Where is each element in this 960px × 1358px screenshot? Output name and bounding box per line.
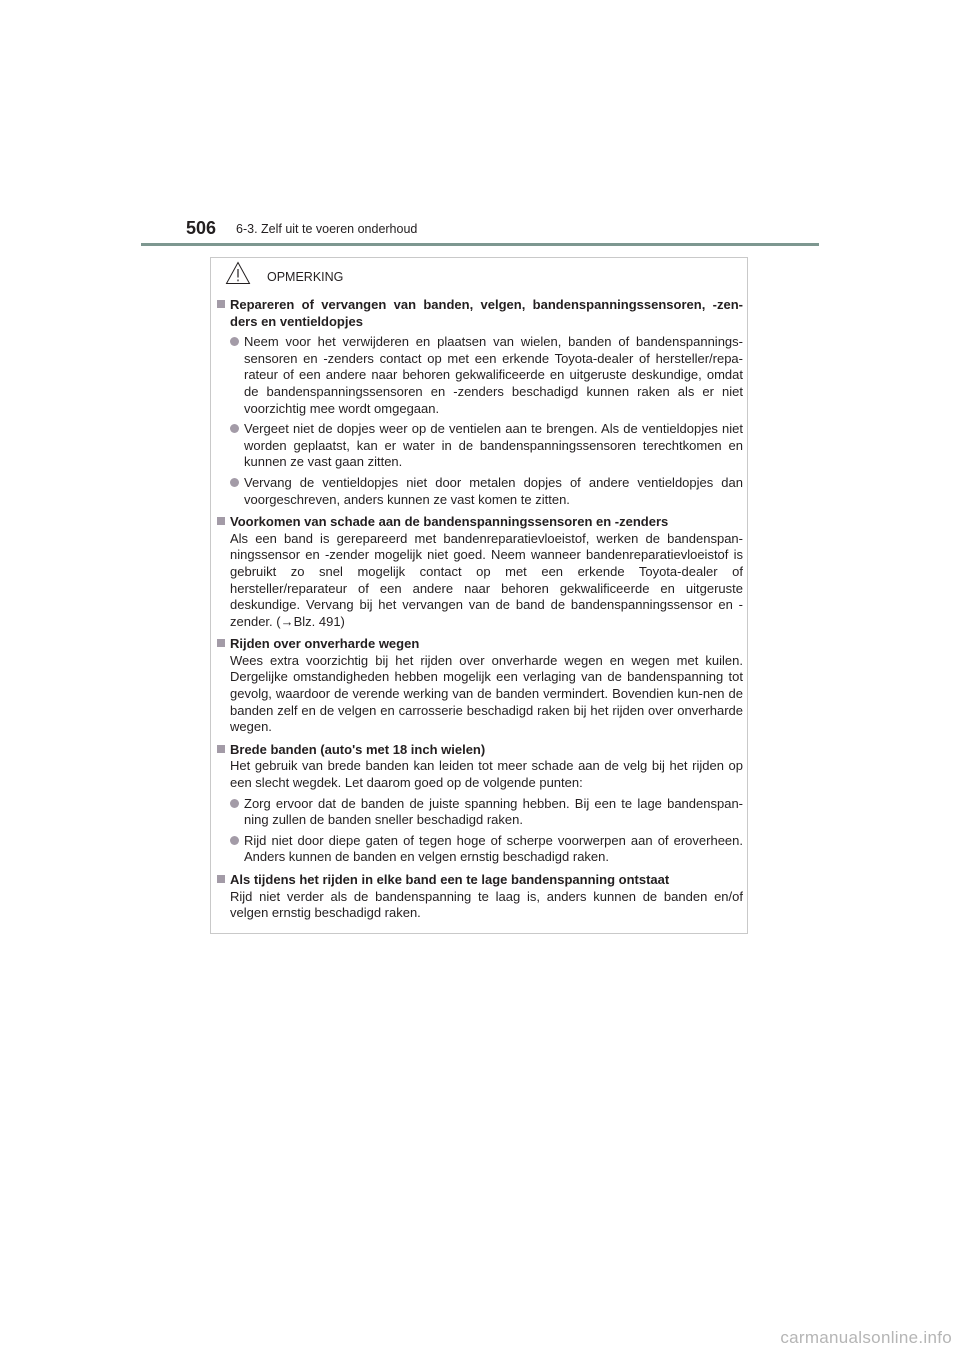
section-heading (217, 514, 743, 531)
section-text: Wees extra voorzichtig bij het rijden over onverharde wegen en wegen met kuilen. Dergelijke omstandigheden hebben mogelijk een verlaging van de bandenspanning tot gevolg, waardoor de verende werking van de banden vermindert. Bovendien kun-nen de banden zelf en de velgen en carrosserie beschadigd raken bij het rijden over onverharde wegen. (230, 652, 743, 735)
watermark: carmanualsonline.info (780, 1328, 952, 1347)
section-text: Rijd niet verder als de bandenspanning te laag is, anders kunnen de banden en/of velgen ernstig beschadigd raken. (230, 888, 743, 921)
section-heading-text: Als tijdens het rijden in elke band een te lage bandenspanning ontstaat (230, 872, 670, 887)
bullet-text: Vervang de ventieldopjes niet door metalen dopjes of andere ventieldopjes dan voorgeschreven, anders kunnen ze vast komen te zitten. (244, 474, 743, 507)
bullet-text: Rijd niet door diepe gaten of tegen hoge of scherpe voorwerpen aan of eroverheen. Anders kunnen de banden en velgen ernstig beschadigd raken. (244, 832, 743, 865)
circle-bullet-icon (230, 424, 239, 433)
section-heading-text: Brede banden (auto's met 18 inch wielen) (230, 741, 486, 757)
header-rule (141, 243, 819, 246)
section-title: 6-3. Zelf uit te voeren onderhoud (236, 222, 418, 236)
section-heading-text: Rijden over onverharde wegen (230, 636, 420, 652)
section-heading-text: Repareren of vervangen van banden, velgen, bandenspanningssensoren, -zen-ders en ventieldopjes (230, 297, 743, 329)
square-bullet-icon (217, 875, 225, 883)
circle-bullet-icon (230, 799, 239, 808)
section-text: Het gebruik van brede banden kan leiden tot meer schade aan de velg bij het rijden op een slecht wegdek. Let daarom goed op de volgende punten: (230, 758, 743, 791)
circle-bullet-icon (230, 337, 239, 346)
bullet-text: Vergeet niet de dopjes weer op de ventielen aan te brengen. Als de ventieldopjes niet worden geplaatst, kan er water in de bandenspanningssensoren terechtkomen en kunnen ze vast gaan zitten. (244, 421, 743, 470)
circle-bullet-icon (230, 836, 239, 845)
notice-section (217, 872, 743, 922)
bullet-text: Neem voor het verwijderen en plaatsen van wielen, banden of bandenspannings-sensoren en -zenders contact op met een erkende Toyota-dealer of hersteller/repa-rateur of een andere naar behoren gekwalificeerde en uitgeruste deskundige, omdat de bandenspanningssensoren en -zenders beschadigd kunnen raken als er niet voorzichtig mee wordt omgegaan. (244, 334, 743, 416)
circle-bullet-icon (230, 478, 239, 487)
square-bullet-icon (217, 517, 225, 525)
section-heading-text: Voorkomen van schade aan de bandenspanningssensoren en -zenders (230, 514, 669, 530)
notice-box (210, 257, 748, 934)
square-bullet-icon (217, 300, 225, 308)
page-header (186, 216, 826, 240)
section-text: Als een band is gerepareerd met bandenreparatievloeistof, werken de bandenspan-ningssensor en -zender mogelijk niet goed. Neem wanneer bandenreparatievloeistof is gebruikt zo snel mogelijk contact op met een erkende Toyota-dealer of hersteller/reparateur of een andere naar behoren gekwalificeerde en uitgeruste deskundige. Vervang bij het vervangen van de band de bandenspanningssensor en -zender. (→Blz. 491) (230, 530, 743, 629)
square-bullet-icon (217, 639, 225, 647)
bullet-item (217, 475, 743, 508)
notice-section (217, 514, 743, 630)
notice-title: OPMERKING (267, 270, 344, 284)
bullet-item (217, 421, 743, 471)
notice-section (217, 636, 743, 736)
notice-section (217, 742, 743, 866)
bullet-item (217, 833, 743, 866)
square-bullet-icon (217, 745, 225, 753)
section-heading (217, 636, 743, 653)
notice-body (217, 297, 743, 928)
bullet-text: Zorg ervoor dat de banden de juiste spanning hebben. Bij een te lage bandenspan-ning zullen de banden sneller beschadigd raken. (244, 795, 743, 828)
section-heading (217, 872, 743, 889)
bullet-item (217, 334, 743, 417)
page-number: 506 (186, 218, 217, 238)
warning-triangle-icon (225, 261, 251, 285)
notice-section (217, 297, 743, 508)
section-heading (217, 297, 743, 330)
section-heading (217, 742, 743, 759)
bullet-item (217, 796, 743, 829)
